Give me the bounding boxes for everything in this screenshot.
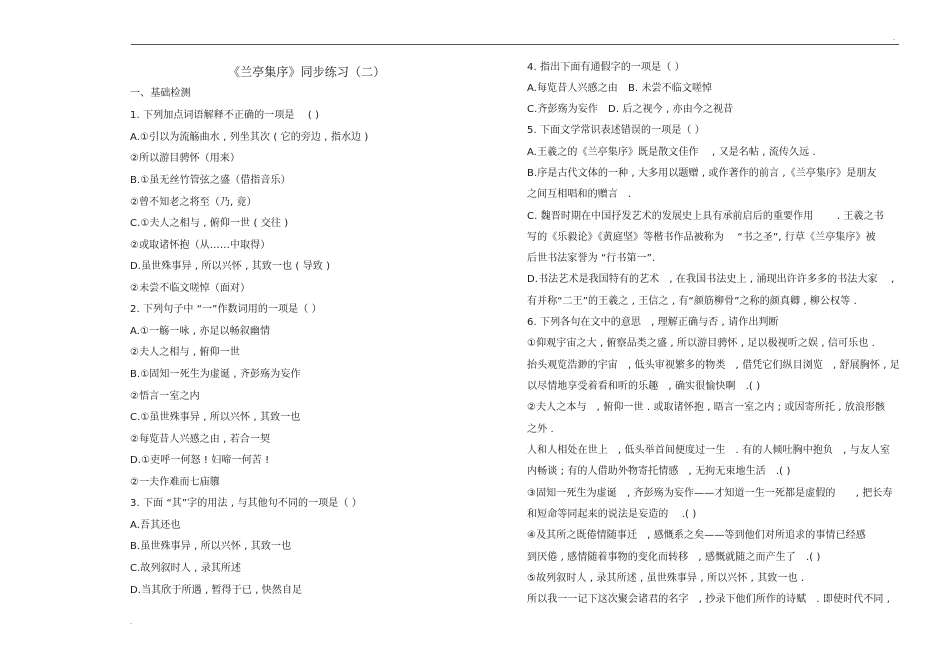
option-line: 有并称“二王”的王羲之 , 王信之 , 有“颜筋柳骨”之称的颜真卿 , 柳公权等 . — [527, 296, 857, 307]
option-line: C.①虽世殊事异 , 所以兴怀 , 其致一也 — [130, 412, 301, 423]
question-text: 4. 指出下面有通假字的一项是（ ） — [527, 62, 685, 73]
option-line: A.①一觞一咏 , 亦足以畅叙幽情 — [130, 326, 271, 337]
question-text: 6. 下列各句在文中的意思 , 理解正确与否 , 请作出判断 — [527, 317, 779, 328]
statement-line: 人和人相处在世上 , 低头举首间便度过一生 . 有的人倾吐胸中抱负 , 与友人室 — [527, 445, 891, 456]
option-line: 之间互相唱和的赠言 . — [527, 189, 632, 200]
question-text: 5. 下面文学常识表述错误的一项是（ ） — [527, 125, 705, 136]
statement-line: 所以我一一记下这次聚会诸君的名字 , 抄录下他们所作的诗赋 . 即使时代不同 , — [527, 594, 891, 605]
option-line: ②悟言一室之内 — [130, 391, 200, 402]
option-line: D.当其欣于所遇 , 暂得于已 , 快然自足 — [130, 585, 303, 596]
statement-line: ④及其所之既倦情随事迁 , 感慨系之矣——等到他们对所追求的事情已经感 — [527, 530, 866, 541]
corner-mark: · — [893, 36, 896, 44]
option-line: D.虽世殊事异 , 所以兴怀 , 其致一也 ( 导致 ) — [130, 261, 331, 272]
option-line: ②一夫作难而七庙隳 — [130, 477, 220, 488]
option-line: 后世书法家誉为 “行书第一”. — [527, 253, 656, 264]
option-line: B.虽世殊事异 , 所以兴怀 , 其致一也 — [130, 541, 292, 552]
header-rule — [131, 44, 899, 45]
option-line: ②曾不知老之将至（乃, 竟） — [130, 197, 257, 208]
question-text: 3. 下面 “其”字的用法 , 与其他句不同的一项是（ ） — [130, 498, 362, 509]
statement-line: ②夫人之本与 , 俯仰一世 . 或取诸怀抱 , 晤言一室之内 ; 或因寄所托 , 放浪形骸 — [527, 402, 886, 413]
option-line: D.书法艺术是我国特有的艺术 , 在我国书法史上 , 涌现出许许多多的书法大家 , — [527, 274, 895, 285]
option-line: 写的《乐毅论》《黄庭坚》等楷书作品被称为 “书之圣”, 行草《兰亭集序》被 — [527, 232, 876, 243]
statement-line: ①仰观宇宙之大 , 俯察品类之盛 , 所以游目骋怀 , 足以极视听之娱 , 信可乐也 . — [527, 338, 875, 349]
corner-mark: · — [130, 620, 133, 628]
option-line: C. 魏晋时期在中国抒发艺术的发展史上具有承前启后的重要作用 . 王羲之书 — [527, 211, 884, 222]
option-line: C.①夫人之相与 , 俯仰一世 ( 交往 ) — [130, 218, 289, 229]
option-line: B.序是古代文体的一种 , 大多用以题赠 , 或作著作的前言 ,《兰亭集序》是朋友 — [527, 168, 877, 179]
option-line: ②每览昔人兴感之由 , 若合一契 — [130, 434, 271, 445]
option-line: ②所以游目骋怀（用来） — [130, 153, 241, 164]
option-line: ②或取诸怀抱（从……中取得） — [130, 240, 271, 251]
statement-line: ⑤故列叙时人 , 录其所述 , 虽世殊事异 , 所以兴怀 , 其致一也 . — [527, 573, 805, 584]
option-line: A.①引以为流觞曲水 , 列坐其次 ( 它的旁边 , 指水边 ) — [130, 132, 369, 143]
question-text: 2. 下列句子中 “一”作数词用的一项是（ ） — [130, 304, 322, 315]
statement-line: ③固知一死生为虚诞 , 齐彭殇为妄作——才知道一生一死都是虚假的 , 把长寿 — [527, 488, 893, 499]
statement-line: 和短命等同起来的说法是妄造的 .( ) — [527, 509, 697, 520]
option-line: ②未尝不临文嗟悼（面对） — [130, 283, 251, 294]
option-line: A.吾其还也 — [130, 520, 181, 531]
section-heading: 一、基础检测 — [130, 88, 191, 99]
statement-line: 抬头观览浩渺的宇宙 , 低头审视繁多的物类 , 借凭它们纵目浏览 , 舒展胸怀 , 足 — [527, 360, 900, 371]
option-line: D.①吏呼一何怒 ! 妇啼一何苦 ! — [130, 455, 270, 466]
option-line: B.①虽无丝竹管弦之盛（借指音乐） — [130, 175, 291, 186]
statement-line: 之外 . — [527, 424, 554, 435]
option-line: C.齐彭殇为妄作 D. 后之视今 , 亦由今之视昔 — [527, 104, 734, 115]
statement-line: 到厌倦 , 感情随着事物的变化而转移 , 感慨就随之而产生了 .( ) — [527, 552, 821, 563]
statement-line: 以尽情地享受着看和听的乐趣 , 确实很愉快啊 .( ) — [527, 381, 761, 392]
option-line: B.①固知一死生为虚诞 , 齐彭殇为妄作 — [130, 369, 301, 380]
option-line: C.故列叙时人 , 录其所述 — [130, 563, 242, 574]
page-title: 《兰亭集序》同步练习（二） — [228, 65, 386, 79]
question-text: 1. 下列加点词语解释不正确的一项是 ( ) — [130, 110, 320, 121]
statement-line: 内畅谈 ; 有的人借助外物寄托情感 , 无拘无束地生活 .( ) — [527, 466, 791, 477]
option-line: A.王羲之的《兰亭集序》既是散文佳作 , 又是名帖 , 流传久远 . — [527, 147, 816, 158]
option-line: A.每览昔人兴感之由 B. 未尝不临文嗟悼 — [527, 83, 713, 94]
option-line: ②夫人之相与 , 俯仰一世 — [130, 347, 240, 358]
